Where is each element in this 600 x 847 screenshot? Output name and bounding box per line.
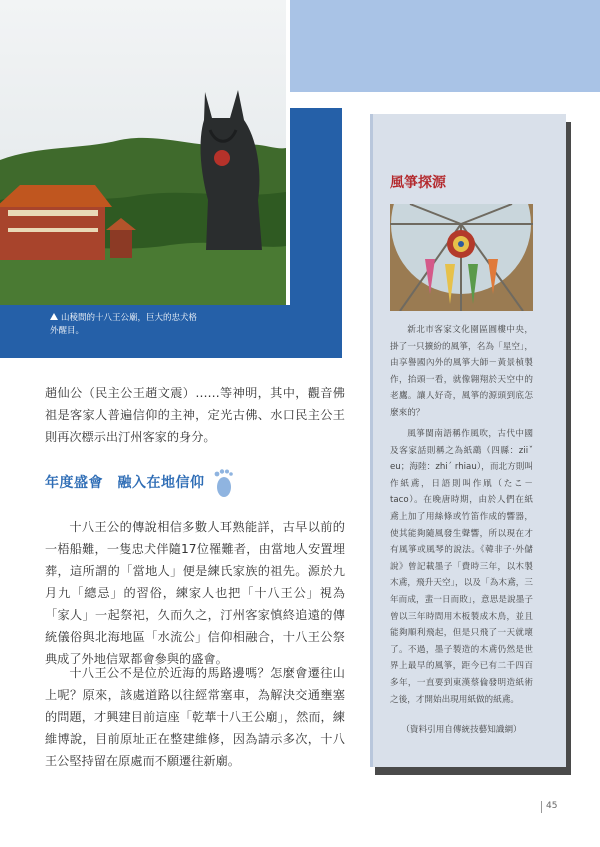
section-title: 年度盛會 融入在地信仰 [45,475,205,491]
sidebar-title: 風箏探源 [390,175,446,191]
body-paragraph-2: 十八王公不是位於近海的馬路邊嗎？怎麼會遷往山上呢？原來，該處道路以往經常塞車，為解決交通壅塞的問題，才興建目前這座「乾華十八王公廟」，然而，練維博說，目前原址正在整建維修，因為請示多次，十八王公堅持留在原處而不願遷往新廟。 [45,666,345,768]
decorative-band-top [290,0,600,92]
temple-photo [0,0,290,308]
footprint-icon [212,468,234,502]
kite-photo [390,204,533,311]
sidebar-paragraph-2: 風箏閩南語稱作風吹，古代中國及客家話則稱之為紙鷂（四縣：ziiˇ eu；海陸：zhiˊ rhiau），而北方則叫作紙鳶，日語則叫作凧（たこ－taco）。在晚唐時期，由於人們在紙鳶上加了用絲條或竹笛作成的響器，使其能夠隨風發生聲響，所以現在才有風箏或風琴的說法。《韓非子·外儲說》曾記載墨子「費時三年，以木製木鳶，飛升天空」，以及「為木鳶，三年而成，蜚一日而敗」，意思是說墨子曾以三年時間用木板製成木鳥，並且能夠順利飛起，但是只飛了一天就壞了。不過，墨子製造的木鳶仍然是世界上最早的風箏，距今已有二千四百多年，一直要到東漢蔡倫發明造紙術之後，才開始出現用紙做的紙鳶。 [390,429,533,705]
sidebar-source: （資料引用自傳統技藝知識網） [401,725,522,735]
photo-caption [50,312,200,338]
page-number-divider [541,801,542,813]
body-paragraph-1: 十八王公的傳說相信多數人耳熟能詳，古早以前的一梧船難，一隻忠犬伴隨17位罹難者，由當地人安置埋葬，這所謂的「當地人」便是練氏家族的祖先。源於九月九「總忌」的習俗，練家人也把「十八王公」視為「家人」一起祭祀，久而久之，汀州客家慎終追遠的傳統儀俗與北海地區「水流公」信仰相融合，十八王公祭典成了外地信眾都會參與的盛會。 [45,520,345,666]
sidebar-paragraph-1: 新北市客家文化園區圓樓中央，掛了一只擴紛的風箏，名為「星空」，由享譽國內外的風箏大師－黃景楨製作，抬頭一看，就像翱翔於天空中的老鷹。讓人好奇，風箏的源頭到底怎麼來的？ [390,325,533,418]
page-number: 45 [546,801,558,811]
triangle-icon [50,313,58,320]
intro-paragraph: 趙仙公（民主公王趙文震）……等神明，其中，觀音佛祖是客家人普遍信仰的主神，定光古佛、水口民主公王則再次標示出汀州客家的身分。 [45,386,345,444]
caption-text: 山稜間的十八王公廟，巨大的忠犬格外醒目。 [50,313,198,336]
section-heading [45,468,345,498]
